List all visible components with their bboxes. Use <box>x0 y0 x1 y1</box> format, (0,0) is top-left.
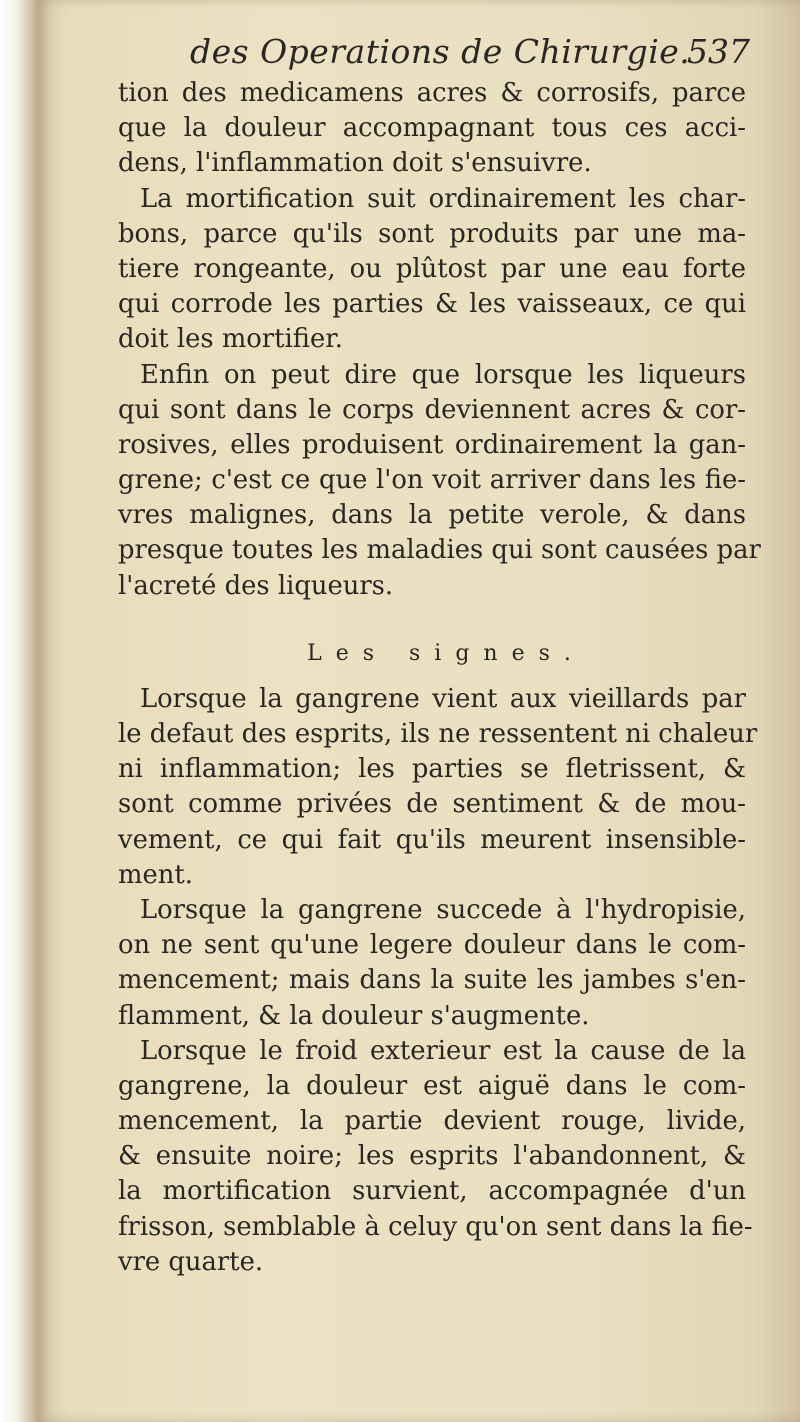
text-line: que la douleur accompagnant tous ces acci- <box>118 113 746 144</box>
text-line: ment. <box>118 859 193 890</box>
text-line: bons, parce qu'ils sont produits par une ma- <box>118 218 746 249</box>
text-line: mencement, la partie devient rouge, livide, <box>118 1106 746 1137</box>
paragraph <box>118 76 746 182</box>
text-line: mencement; mais dans la suite les jambes s'en- <box>118 965 746 996</box>
text-line: vre quarte. <box>118 1246 264 1277</box>
text-line: dens, l'inflammation doit s'ensuivre. <box>118 148 592 179</box>
paragraph <box>118 682 758 893</box>
text-line: tion des medicamens acres & corrosifs, parce <box>118 78 746 108</box>
book-page <box>38 0 800 1422</box>
paragraph <box>118 182 746 358</box>
text-line: on ne sent qu'une legere douleur dans le com- <box>118 930 746 961</box>
text-line: La mortification suit ordinairement les char- <box>140 183 746 214</box>
text-line: & ensuite noire; les esprits l'abandonnent, & <box>118 1141 746 1172</box>
text-line: grene; c'est ce que l'on voit arriver dans les fie- <box>118 465 746 496</box>
paragraph <box>118 1034 753 1280</box>
text-line: qui corrode les parties & les vaisseaux, ce qui <box>118 289 746 320</box>
text-line: frisson, semblable à celuy qu'on sent dans la fie- <box>118 1211 753 1242</box>
text-line: sont comme privées de sentiment & de mou- <box>118 789 746 820</box>
text-line: l'acreté des liqueurs. <box>118 570 394 601</box>
text-line: Lorsque le froid exterieur est la cause de la <box>140 1035 746 1066</box>
body-text <box>118 76 761 1280</box>
text-line: Enfin on peut dire que lorsque les liqueurs <box>140 359 746 390</box>
text-line: flamment, & la douleur s'augmente. <box>118 1000 590 1031</box>
page-number: 537 <box>687 32 750 71</box>
text-line: doit les mortifier. <box>118 324 343 355</box>
spacer <box>118 604 746 626</box>
text-line: qui sont dans le corps deviennent acres & cor- <box>118 394 746 425</box>
text-line: la mortification survient, accompagnée d'un <box>118 1176 746 1207</box>
text-line: presque toutes les maladies qui sont causées par <box>118 535 761 566</box>
text-line: Lorsque la gangrene vient aux vieillards par <box>140 683 746 714</box>
text-line: ni inflammation; les parties se fletrissent, & <box>118 754 746 785</box>
text-line: vres malignes, dans la petite verole, & dans <box>118 500 746 531</box>
text-line: tiere rongeante, ou plûtost par une eau forte <box>118 253 746 284</box>
running-head: des Operations de Chirurgie. <box>190 32 691 71</box>
paragraph <box>118 358 761 604</box>
paragraph <box>118 893 746 1034</box>
text-line: rosives, elles produisent ordinairement la gan- <box>118 429 746 460</box>
text-line: le defaut des esprits, ils ne ressentent ni chaleur <box>118 719 758 749</box>
text-line: vement, ce qui fait qu'ils meurent insensible- <box>118 824 746 855</box>
text-line: Lorsque la gangrene succede à l'hydropisie, <box>140 894 746 925</box>
section-heading: Les signes. <box>307 640 585 666</box>
text-line: gangrene, la douleur est aiguë dans le com- <box>118 1070 746 1101</box>
